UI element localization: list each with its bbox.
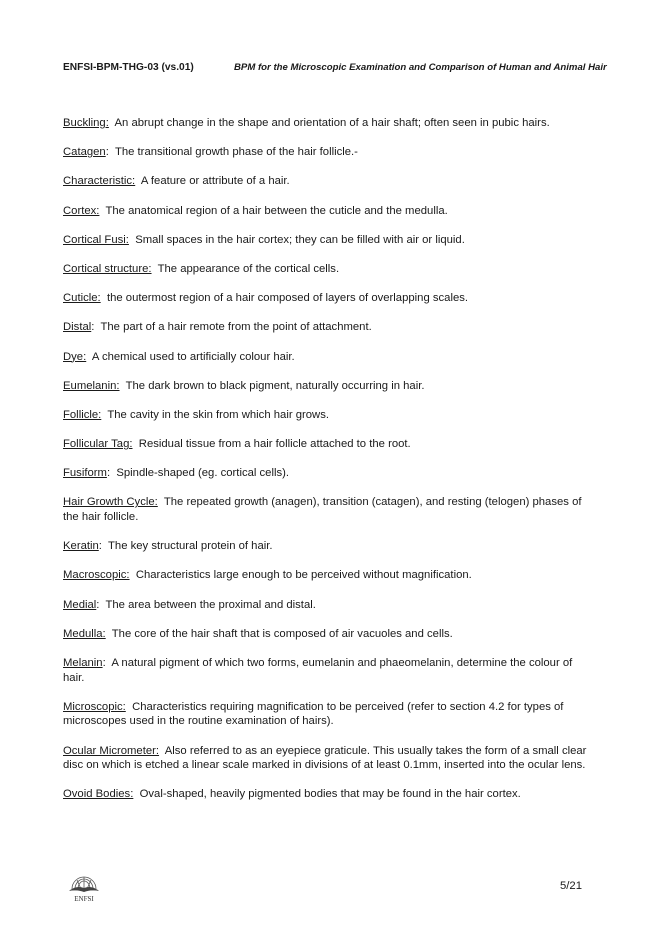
glossary-term: Follicular Tag: bbox=[63, 438, 133, 451]
glossary-separator: : bbox=[102, 656, 112, 669]
glossary-definition: Small spaces in the hair cortex; they can be filled with air or liquid. bbox=[135, 233, 465, 246]
glossary-term: Medial bbox=[63, 598, 97, 611]
glossary-entry bbox=[63, 787, 587, 802]
glossary-term: Hair Growth Cycle: bbox=[63, 496, 158, 509]
enfsi-logo bbox=[66, 871, 102, 905]
glossary-term: Fusiform bbox=[63, 467, 107, 480]
glossary-separator: : bbox=[105, 146, 115, 159]
glossary-definition: Oval-shaped, heavily pigmented bodies that may be found in the hair cortex. bbox=[139, 788, 521, 801]
logo-lettering: ENFSI bbox=[74, 895, 94, 903]
glossary-definition: An abrupt change in the shape and orientation of a hair shaft; often seen in pubic hairs. bbox=[114, 117, 550, 129]
glossary-term: Buckling: bbox=[63, 117, 109, 129]
glossary-entry bbox=[63, 262, 587, 277]
glossary-term: Eumelanin: bbox=[63, 379, 120, 392]
glossary-definition: The anatomical region of a hair between the cuticle and the medulla. bbox=[105, 204, 448, 217]
glossary-term: Melanin bbox=[63, 656, 103, 669]
glossary-term: Dye: bbox=[63, 350, 87, 363]
glossary-entry bbox=[63, 437, 587, 452]
glossary-entry bbox=[63, 656, 587, 685]
glossary-entry bbox=[63, 700, 587, 729]
glossary-entry bbox=[63, 539, 587, 554]
glossary-term: Keratin bbox=[63, 540, 99, 553]
glossary-entry bbox=[63, 291, 587, 306]
glossary-separator: : bbox=[91, 321, 101, 334]
glossary-term: Cuticle: bbox=[63, 292, 101, 305]
glossary-definition: Also referred to as an eyepiece graticule. This usually takes the form of a small clear disc on which is etched a linear scale marked in divisions of at least 0.1mm, inserted into the ocular lens. bbox=[63, 744, 587, 772]
glossary-entry bbox=[63, 116, 587, 131]
glossary-entry bbox=[63, 495, 587, 524]
glossary-entry bbox=[63, 174, 587, 189]
glossary-entry bbox=[63, 408, 587, 423]
glossary-definition: A feature or attribute of a hair. bbox=[140, 175, 290, 188]
glossary-entry bbox=[63, 350, 587, 365]
glossary-term: Cortex: bbox=[63, 204, 100, 217]
glossary-list bbox=[63, 116, 587, 817]
glossary-entry bbox=[63, 379, 587, 394]
glossary-term: Medulla: bbox=[63, 627, 106, 640]
page-header bbox=[63, 61, 607, 74]
glossary-term: Ocular Micrometer: bbox=[63, 744, 160, 757]
glossary-definition: Characteristics requiring magnification to be perceived (refer to section 4.2 for types of microscopes used in the routine examination of hairs). bbox=[63, 700, 564, 728]
glossary-entry bbox=[63, 320, 587, 335]
glossary-definition: The core of the hair shaft that is composed of air vacuoles and cells. bbox=[111, 627, 453, 640]
glossary-entry bbox=[63, 598, 587, 613]
glossary-term: Follicle: bbox=[63, 408, 102, 421]
glossary-entry bbox=[63, 145, 587, 160]
glossary-term: Catagen bbox=[63, 146, 106, 159]
glossary-definition: The part of a hair remote from the point of attachment. bbox=[100, 321, 372, 334]
glossary-entry bbox=[63, 466, 587, 481]
glossary-definition: The area between the proximal and distal. bbox=[105, 598, 316, 611]
glossary-term: Ovoid Bodies: bbox=[63, 788, 134, 801]
document-title: BPM for the Microscopic Examination and Comparison of Human and Animal Hair bbox=[234, 62, 607, 73]
glossary-term: Cortical Fusi: bbox=[63, 233, 129, 246]
glossary-entry bbox=[63, 627, 587, 642]
glossary-definition: The key structural protein of hair. bbox=[108, 540, 273, 553]
glossary-entry bbox=[63, 568, 587, 583]
glossary-entry bbox=[63, 744, 587, 773]
glossary-term: Distal bbox=[63, 321, 92, 334]
glossary-definition: The repeated growth (anagen), transition (catagen), and resting (telogen) phases of the hair follicle. bbox=[63, 496, 582, 524]
glossary-entry bbox=[63, 204, 587, 219]
glossary-definition: A natural pigment of which two forms, eumelanin and phaeomelanin, determine the colour of hair. bbox=[63, 656, 573, 684]
glossary-separator: : bbox=[96, 598, 106, 611]
glossary-definition: The appearance of the cortical cells. bbox=[157, 262, 340, 275]
glossary-term: Microscopic: bbox=[63, 700, 126, 713]
glossary-entry bbox=[63, 233, 587, 248]
document-code: ENFSI-BPM-THG-03 (vs.01) bbox=[63, 62, 194, 73]
glossary-definition: A chemical used to artificially colour hair. bbox=[91, 350, 295, 363]
glossary-definition: Residual tissue from a hair follicle attached to the root. bbox=[138, 438, 411, 451]
glossary-definition: the outermost region of a hair composed of layers of overlapping scales. bbox=[106, 292, 469, 305]
glossary-separator: : bbox=[98, 540, 109, 553]
glossary-definition: The cavity in the skin from which hair grows. bbox=[107, 408, 329, 421]
glossary-term: Cortical structure: bbox=[63, 262, 152, 275]
glossary-definition: The dark brown to black pigment, naturally occurring in hair. bbox=[125, 379, 425, 392]
glossary-term: Macroscopic: bbox=[63, 569, 130, 582]
glossary-definition: Characteristics large enough to be perceived without magnification. bbox=[135, 569, 472, 582]
glossary-definition: The transitional growth phase of the hair follicle.- bbox=[114, 146, 358, 159]
glossary-definition: Spindle-shaped (eg. cortical cells). bbox=[116, 467, 290, 480]
glossary-term: Characteristic: bbox=[63, 175, 136, 188]
glossary-separator: : bbox=[106, 467, 117, 480]
page-number: 5/21 bbox=[560, 880, 582, 892]
